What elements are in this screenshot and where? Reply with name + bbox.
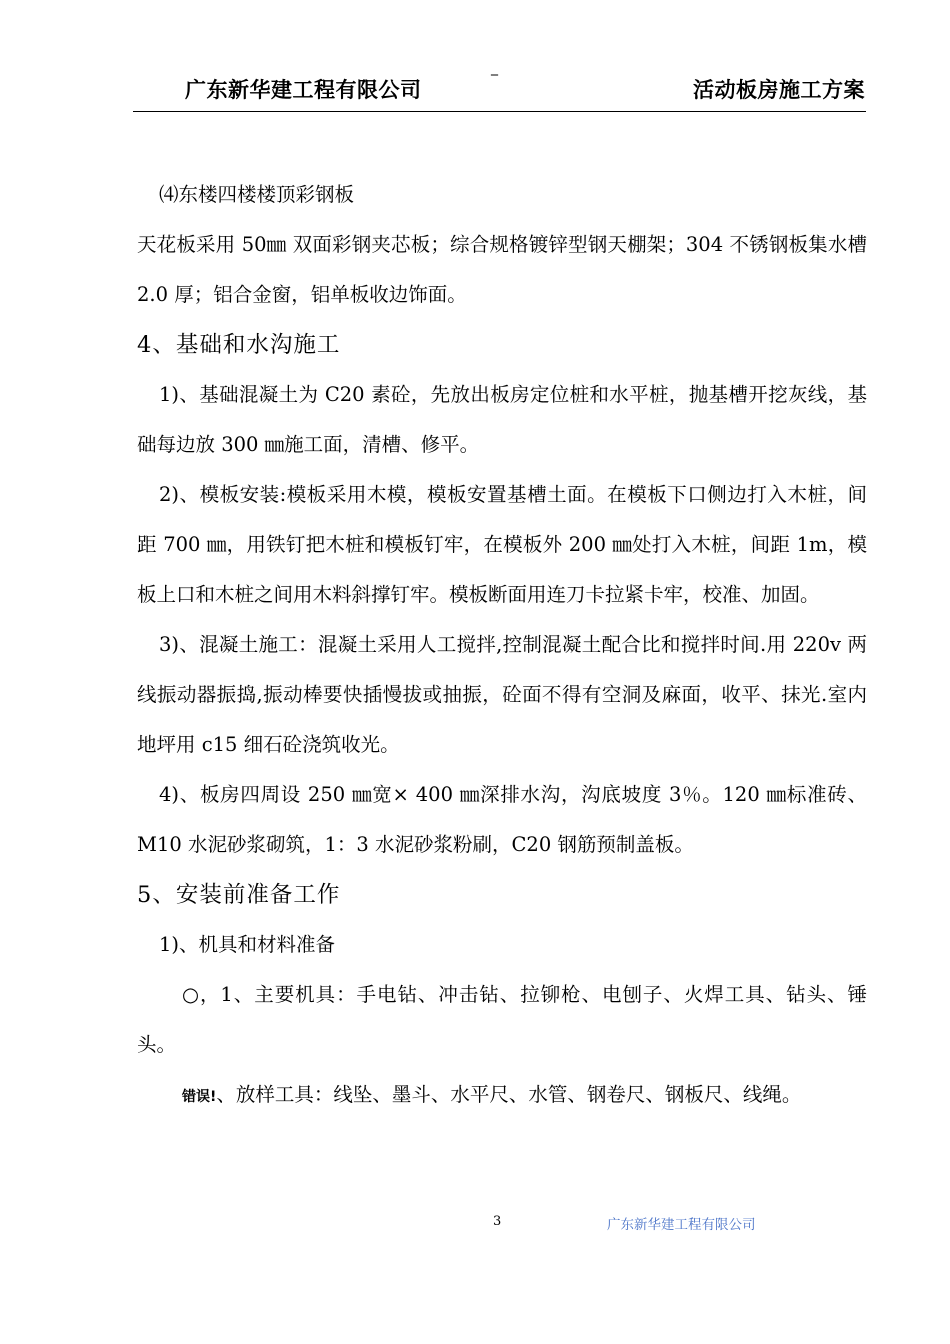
header-doc-title: 活动板房施工方案 bbox=[693, 78, 865, 102]
paragraph-main-tools: ○，1、主要机具：手电钻、冲击钻、拉铆枪、电刨子、火焊工具、钻头、锤头。 bbox=[137, 983, 867, 1056]
header-company: 广东新华建工程有限公司 bbox=[185, 78, 422, 102]
error-marker: 错误! bbox=[182, 1089, 217, 1105]
paragraph-concrete-construction: 3)、混凝土施工：混凝土采用人工搅拌,控制混凝土配合比和搅拌时间.用 220v 两线振动器振捣,振动棒要快插慢拔或抽振，砼面不得有空洞及麻面，收平、抹光.室内地坪用 c15 细石砼浇筑收光。 bbox=[137, 633, 867, 756]
footer-company: 广东新华建工程有限公司 bbox=[607, 1217, 756, 1233]
paragraph-drainage-ditch: 4)、板房四周设 250 ㎜宽× 400 ㎜深排水沟，沟底坡度 3％。120 ㎜标准砖、M10 水泥砂浆砌筑，1：3 水泥砂浆粉刷，C20 钢筋预制盖板。 bbox=[137, 783, 867, 856]
paragraph-layout-tools bbox=[137, 1070, 867, 1122]
paragraph-roof-panel-title: ⑷东楼四楼楼顶彩钢板 bbox=[159, 183, 355, 206]
paragraph-formwork: 2)、模板安装:模板采用木模，模板安置基槽土面。在模板下口侧边打入木桩，间距 700 ㎜，用铁钉把木桩和模板钉牢，在模板外 200 ㎜处打入木桩，间距 1m，模板上口和木桩之间用木料斜撑钉牢。模板断面用连刀卡拉紧卡牢，校准、加固。 bbox=[137, 483, 867, 606]
header-rule bbox=[133, 111, 866, 112]
header-dash: _ bbox=[491, 60, 498, 76]
document-body bbox=[137, 170, 867, 1122]
layout-tools-text: 、放样工具：线坠、墨斗、水平尺、水管、钢卷尺、钢板尺、线绳。 bbox=[216, 1083, 802, 1106]
section-heading-4: 4、基础和水沟施工 bbox=[137, 332, 341, 358]
section-heading-5: 5、安装前准备工作 bbox=[137, 882, 341, 908]
paragraph-ceiling-panel: 天花板采用 50㎜ 双面彩钢夹芯板；综合规格镀锌型钢天棚架；304 不锈钢板集水槽 2.0 厚；铝合金窗，铝单板收边饰面。 bbox=[137, 233, 867, 306]
page-number: 3 bbox=[493, 1214, 502, 1229]
paragraph-foundation-concrete: 1)、基础混凝土为 C20 素砼，先放出板房定位桩和水平桩，抛基槽开挖灰线，基础每边放 300 ㎜施工面，清槽、修平。 bbox=[137, 383, 867, 456]
paragraph-tools-materials: 1)、机具和材料准备 bbox=[159, 933, 336, 956]
